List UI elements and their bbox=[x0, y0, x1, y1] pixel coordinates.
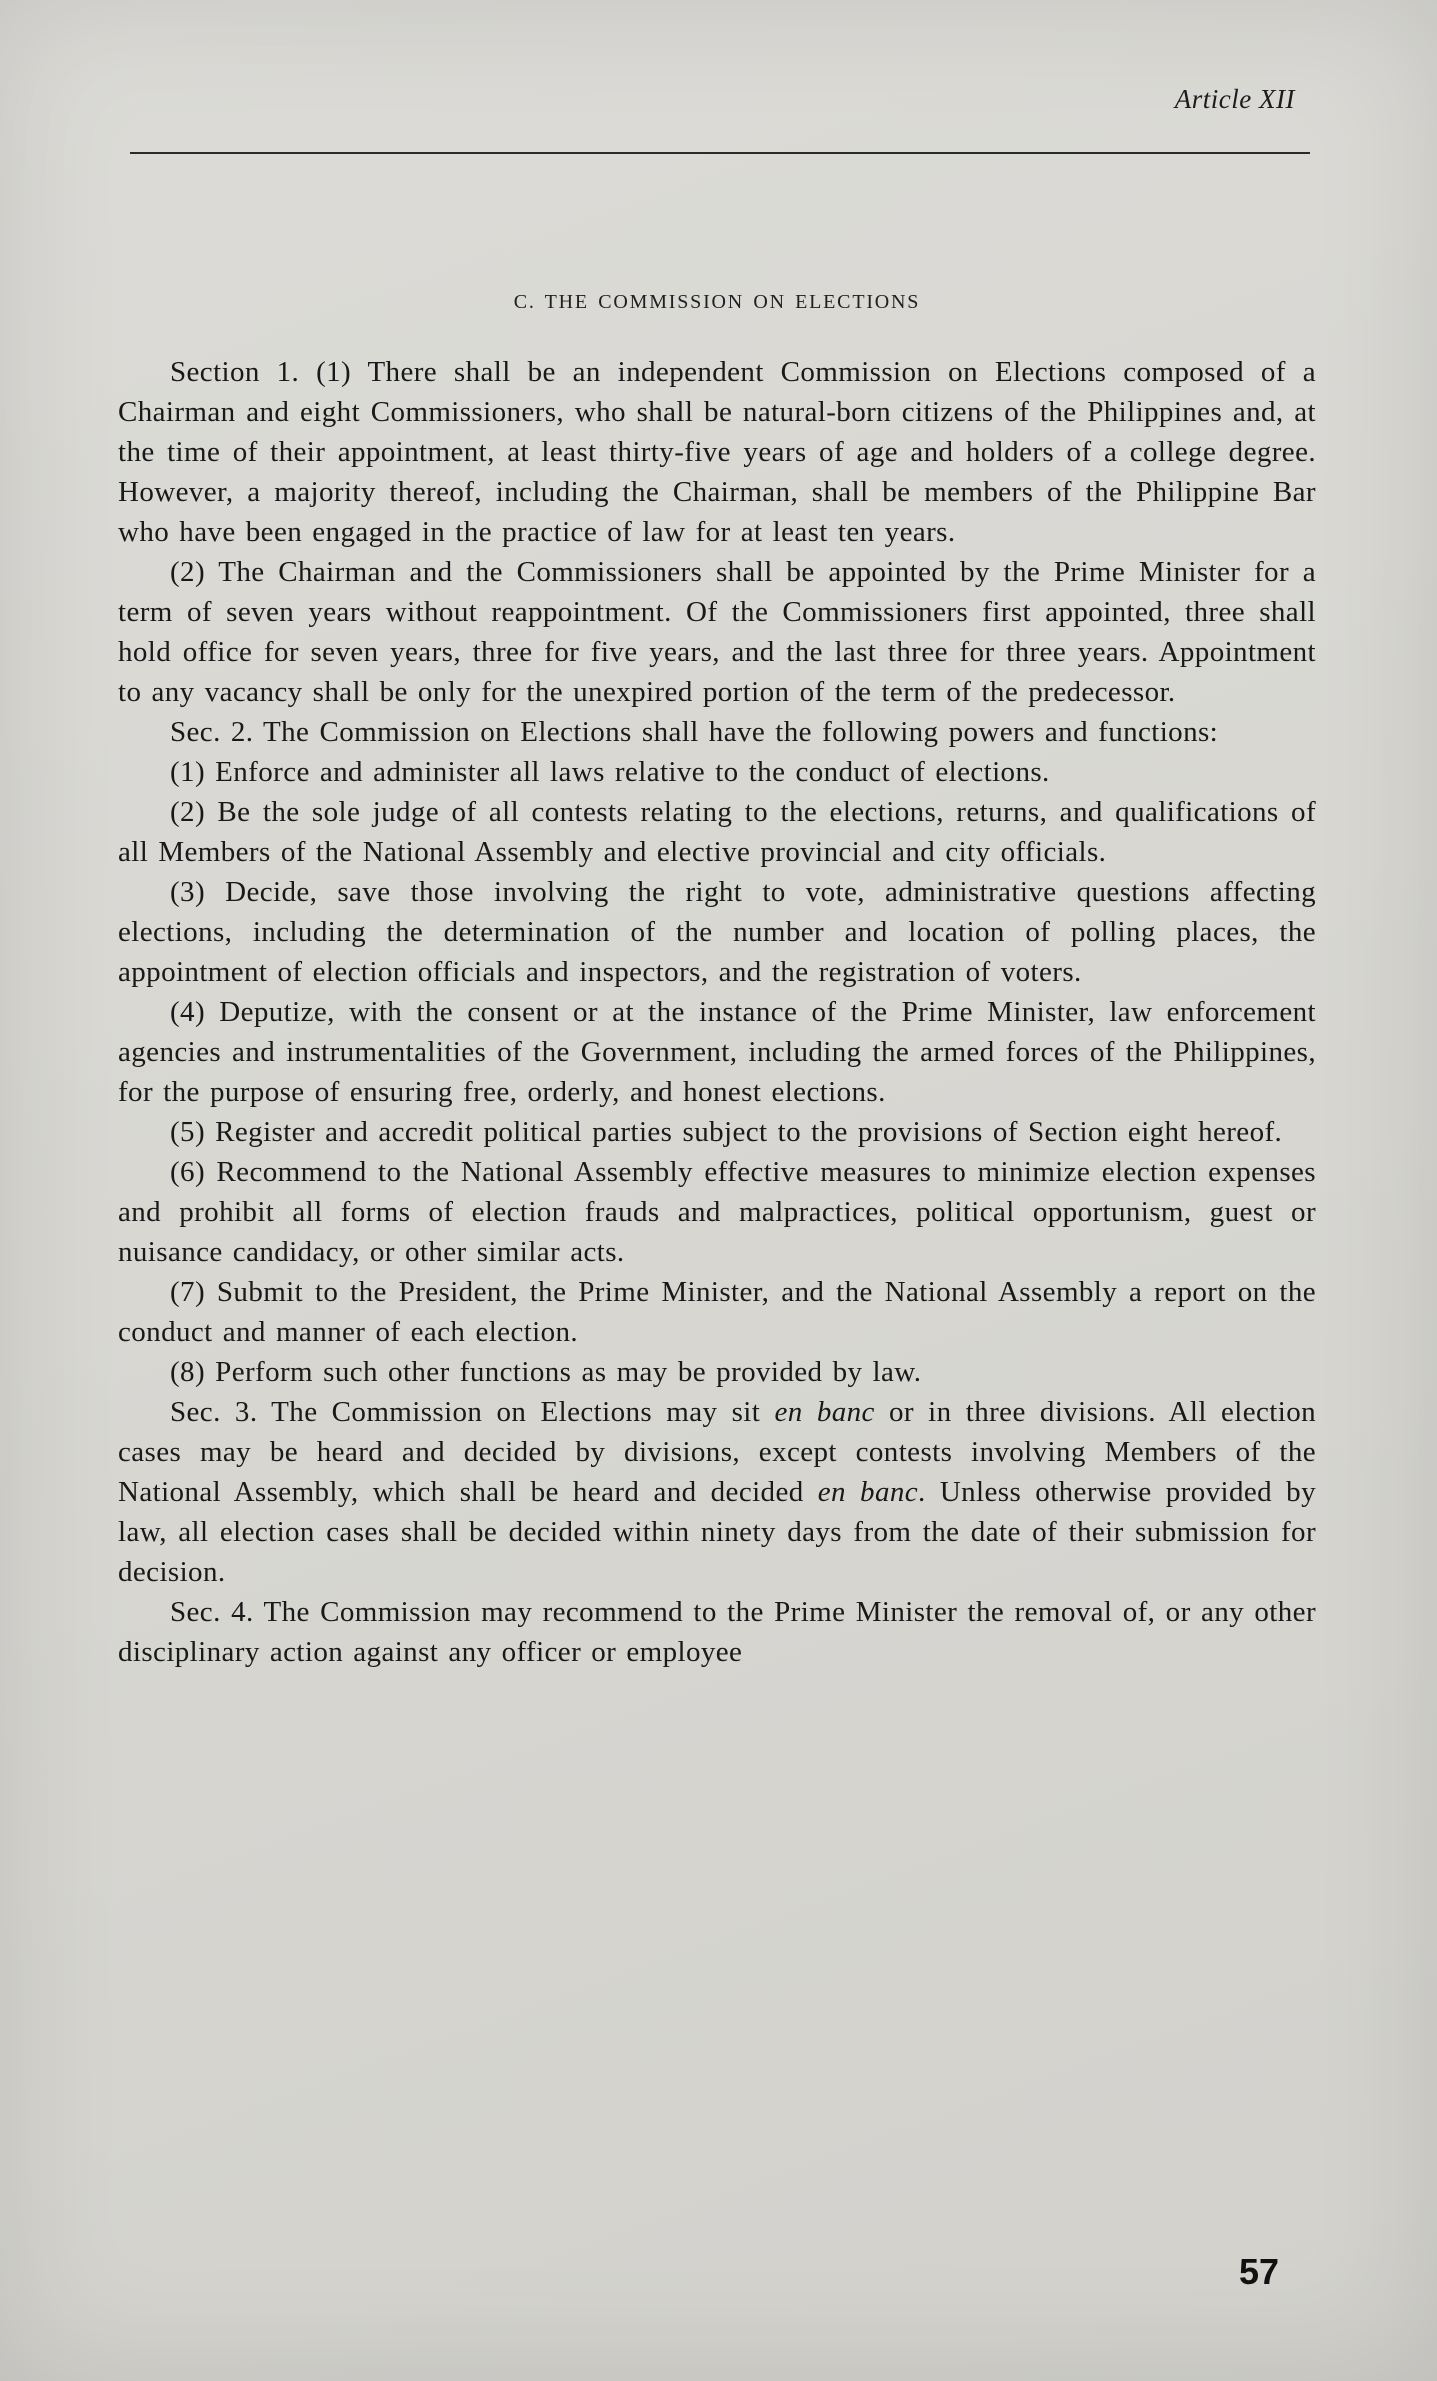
paragraph-sec3-italic-en-banc-1: en banc bbox=[774, 1396, 875, 1428]
paragraph-sec3-text: . Unless otherwise provided by law, all election cases shall be decided within ninety days from the date of their submission for decision. bbox=[118, 1476, 1316, 1588]
paragraph-sec2-item7: (7) Submit to the President, the Prime Minister, and the National Assembly a report on the conduct and manner of each election. bbox=[118, 1276, 1316, 1348]
paragraph-sec2-item6: (6) Recommend to the National Assembly effective measures to minimize election expenses and prohibit all forms of election frauds and malpractices, political opportunism, guest or nuisance candidacy, or other similar acts. bbox=[118, 1156, 1316, 1268]
paragraph-sec2-intro: Sec. 2. The Commission on Elections shall have the following powers and functions: bbox=[170, 716, 1219, 748]
paragraph-sec3-text: or in three divisions. All election cases may be heard and decided by divisions, except contests involving Members of the National Assembly, which shall be heard and decided bbox=[118, 1396, 1316, 1508]
paragraph-sec2-item8: (8) Perform such other functions as may be provided by law. bbox=[170, 1356, 922, 1388]
running-head-article-title: Article XII bbox=[1174, 84, 1295, 114]
paragraph-sec3 bbox=[118, 1392, 1316, 1592]
paragraph-sec2-item3: (3) Decide, save those involving the right to vote, administrative questions affecting elections, including the determination of the number and location of polling places, the appointment of election officials and inspectors, and the registration of voters. bbox=[118, 876, 1316, 988]
paragraph-sec4: Sec. 4. The Commission may recommend to the Prime Minister the removal of, or any other disciplinary action against any officer or employee bbox=[118, 1596, 1316, 1668]
header-rule bbox=[130, 152, 1310, 154]
paragraph-sec3-italic-en-banc-2: en banc bbox=[817, 1476, 919, 1508]
body-text-column bbox=[118, 282, 1316, 1672]
paragraph-sec2-item4: (4) Deputize, with the consent or at the instance of the Prime Minister, law enforcement agencies and instrumentalities of the Government, including the armed forces of the Philippines, for the purpose of ensuring free, orderly, and honest elections. bbox=[118, 996, 1316, 1108]
paragraph-sec3-text: Sec. 3. The Commission on Elections may sit bbox=[170, 1396, 775, 1428]
paragraph-section1-1: Section 1. (1) There shall be an independent Commission on Elections composed of a Chairman and eight Commissioners, who shall be natural-born citizens of the Philippines and, at the time of their appointment, at least thirty-five years of age and holders of a college degree. However, a majority thereof, including the Chairman, shall be members of the Philippine Bar who have been engaged in the practice of law for at least ten years. bbox=[118, 356, 1316, 548]
page-number: 57 bbox=[1238, 2251, 1279, 2292]
section-heading: C. THE COMMISSION ON ELECTIONS bbox=[513, 291, 921, 313]
paragraph-sec2-item1: (1) Enforce and administer all laws relative to the conduct of elections. bbox=[170, 756, 1050, 788]
paragraph-sec2-item5: (5) Register and accredit political parties subject to the provisions of Section eight hereof. bbox=[170, 1116, 1283, 1148]
paragraph-sec2-item2: (2) Be the sole judge of all contests relating to the elections, returns, and qualifications of all Members of the National Assembly and elective provincial and city officials. bbox=[118, 796, 1316, 868]
paragraph-section1-2: (2) The Chairman and the Commissioners shall be appointed by the Prime Minister for a term of seven years without reappointment. Of the Commissioners first appointed, three shall hold office for seven years, three for five years, and the last three for three years. Appointment to any vacancy shall be only for the unexpired portion of the term of the predecessor. bbox=[118, 556, 1316, 708]
